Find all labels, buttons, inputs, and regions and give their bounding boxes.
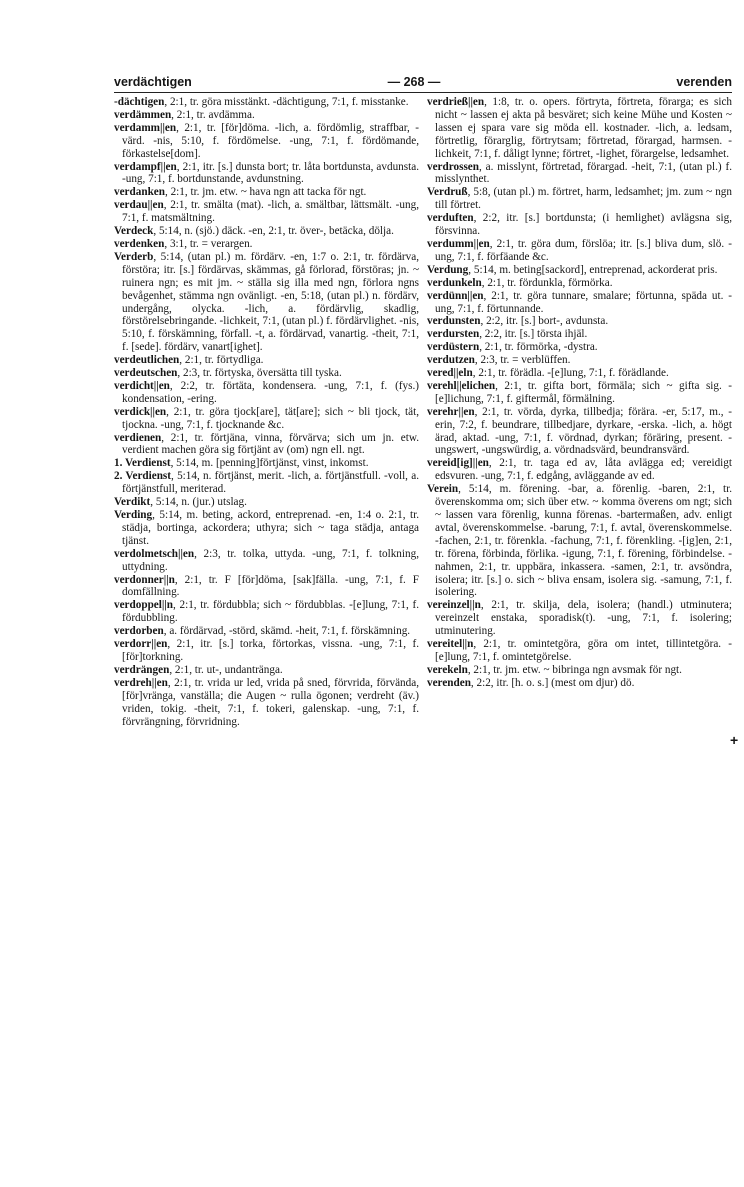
dictionary-entry: verdüstern, 2:1, tr. förmörka, -dystra.: [427, 341, 598, 354]
dictionary-entry: vereitel||n, 2:1, tr. omintetgöra, göra om intet, tillintetgöra. -[e]lung, 7:1, f. omintetgörelse.: [427, 638, 732, 663]
page-number: — 268 —: [387, 75, 441, 89]
dictionary-entry: verdeutlichen, 2:1, tr. förtydliga.: [114, 354, 264, 367]
dictionary-entry: -dächtigen, 2:1, tr. göra misstänkt. -dächtigung, 7:1, f. misstanke.: [114, 96, 409, 108]
dictionary-entry: verdumm||en, 2:1, tr. göra dum, förslöa; itr. [s.] bliva dum, slö. -ung, 7:1, f. förfäande &c.: [427, 237, 732, 263]
dictionary-entry: verdünn||en, 2:1, tr. göra tunnare, smalare; förtunna, späda ut. -ung, 7:1, f. förtunnande.: [427, 289, 732, 315]
entry-headword: verenden: [427, 676, 471, 689]
left-column: [114, 96, 419, 728]
entry-headword: verdünn||en: [427, 289, 484, 302]
entry-headword: Verdikt: [114, 496, 151, 509]
entry-headword: vereid[ig]||en: [427, 457, 489, 470]
dictionary-entry: verdamm||en, 2:1, tr. [för]döma. -lich, a. fördömlig, straffbar, -värd. -nis, 5:10, f. fördömelse. -ung, 7:1, f. fördömande, förkastelse[dom].: [114, 121, 419, 160]
margin-plus-mark: +: [730, 732, 739, 748]
dictionary-entry: vereinzel||n, 2:1, tr. skilja, dela, isolera; (handl.) utminutera; vereinzelt enstaka, sporadisk(t). -ung, 7:1, f. isolering; utminutering.: [427, 599, 732, 638]
dictionary-entry: Verdikt, 5:14, n. (jur.) utslag.: [114, 496, 247, 509]
entry-headword: -dächtigen: [114, 96, 165, 108]
entry-headword: vered||eln: [427, 367, 473, 380]
dictionary-entry: verdunsten, 2:2, itr. [s.] bort-, avdunsta.: [427, 315, 609, 328]
dictionary-entry: verdreh||en, 2:1, tr. vrida ur led, vrida på sned, förvrida, förvända, [för]vränga, vanställa; die Augen ~ rulla ögonen; verdreht (äv.) vriden, tokig. -theit, 7:1, f. tokeri, galenskap. -ung, 7:1, f. förvrängning, förvridning.: [114, 676, 419, 728]
dictionary-entry: verehl||elichen, 2:1, tr. gifta bort, förmäla; sich ~ gifta sig. -[e]lichung, 7:1, f. giftermål, förmälning.: [427, 379, 732, 405]
entry-headword: verdutzen: [427, 354, 475, 367]
right-column: [427, 96, 732, 728]
header-rule: [114, 92, 732, 93]
entry-columns: [114, 96, 732, 728]
entry-headword: verdursten: [427, 328, 480, 341]
entry-headword: verdorben: [114, 625, 164, 638]
entry-headword: verdunkeln: [427, 276, 482, 289]
entry-headword: Verdruß: [427, 186, 468, 199]
entry-headword: verdoppel||n: [114, 599, 174, 612]
dictionary-entry: verdoppel||n, 2:1, tr. fördubbla; sich ~ fördubblas. -[e]lung, 7:1, f. fördubbling.: [114, 599, 419, 625]
dictionary-entry: verdonner||n, 2:1, tr. F [för]döma, [sak]fälla. -ung, 7:1, f. F domfällning.: [114, 573, 419, 599]
entry-headword: Verderb: [114, 250, 154, 263]
header-last-entry: verenden: [676, 75, 732, 89]
entry-headword: verdienen: [114, 431, 162, 444]
dictionary-entry: verdorben, a. fördärvad, -störd, skämd. -heit, 7:1, f. förskämning.: [114, 625, 411, 638]
entry-headword: Verding: [114, 509, 153, 521]
dictionary-entry: verdeutschen, 2:3, tr. förtyska, översätta till tyska.: [114, 367, 342, 380]
entry-headword: verdrossen: [427, 160, 479, 173]
dictionary-entry: Verein, 5:14, m. förening. -bar, a. förenlig. -baren, 2:1, tr. överenskomma om; sich über etw. ~ komma överens om ngt; sich ~ lassen vara förenlig, kunna förenas. -bartermaßen, adv. enligt avtal, överenskommelse. -barung, 7:1, f. avtal, överenskommelse. -fachen, 2:1, tr. förenkla. -fachung, 7:1, f. förenkling. -[ig]en, 2:1, tr. förena, förbinda, förlika. -igung, 7:1, f. förening, förbindelse. -nahmen, 2:1, tr. uppbära, inkassera. -samen, 2:1, tr. avsöndra, isolera; itr. [s.] o. sich ~ bliva ensam, isolera sig. -samung, 7:1, f. isolering.: [427, 483, 732, 599]
dictionary-entry: verdicht||en, 2:2, tr. förtäta, kondensera. -ung, 7:1, f. (fys.) kondensation, -ering.: [114, 379, 419, 405]
dictionary-entry: verdau||en, 2:1, tr. smälta (mat). -lich, a. smältbar, lättsmält. -ung, 7:1, f. matsmältning.: [114, 199, 419, 225]
entry-headword: Verdung: [427, 263, 469, 276]
entry-headword: verdumm||en: [427, 237, 490, 250]
dictionary-entry: verdolmetsch||en, 2:3, tr. tolka, uttyda. -ung, 7:1, f. tolkning, uttydning.: [114, 547, 419, 573]
dictionary-entry: verdrängen, 2:1, tr. ut-, undantränga.: [114, 663, 283, 676]
dictionary-entry: 1. Verdienst, 5:14, m. [penning]förtjänst, vinst, inkomst.: [114, 457, 369, 470]
dictionary-entry: Verderb, 5:14, (utan pl.) m. fördärv. -en, 1:7 o. 2:1, tr. fördärva, förstöra; itr. [s.] fördärvas, skämmas, gå förlorad, förstöras; jn. ~ ruinera ngn; es mit jm. ~ ställa sig illa med ngn, förlora ngns bevågenhet, stämma ngn ovänligt. -en, 5:18, (utan pl.) n. fördärv, undergång, olycka. -lich, a. fördärvlig, skadlig, förstörelsebringande. -lichkeit, 7:1, (utan pl.) f. fördärvlighet. -nis, 5:10, f. förskämning, förfall. -t, a. fördärvad, vanartig. -theit, 7:1, f. [sede]. fördärv, vanart[ighet].: [114, 250, 420, 354]
dictionary-entry: verdick||en, 2:1, tr. göra tjock[are], tät[are]; sich ~ bli tjock, tät, tjockna. -ung, 7:1, f. tjocknande &c.: [114, 405, 419, 431]
entry-headword: vereitel||n: [427, 638, 474, 651]
entry-headword: Verein: [427, 483, 459, 496]
dictionary-entry: verdunkeln, 2:1, tr. fördunkla, förmörka.: [427, 276, 613, 289]
dictionary-entry: Verdruß, 5:8, (utan pl.) m. förtret, harm, ledsamhet; jm. zum ~ ngn till förtret.: [427, 186, 732, 212]
entry-headword: verdonner||n: [114, 573, 175, 586]
entry-headword: verdamm||en: [114, 121, 177, 134]
entry-headword: verekeln: [427, 663, 468, 676]
entry-headword: verdrieß||en: [427, 96, 485, 108]
dictionary-entry: Verdeck, 5:14, n. (sjö.) däck. -en, 2:1, tr. över-, betäcka, dölja.: [114, 225, 394, 238]
entry-headword: verdüstern: [427, 341, 480, 354]
dictionary-entry: verdämmen, 2:1, tr. avdämma.: [114, 108, 255, 121]
dictionary-entry: verdursten, 2:2, itr. [s.] törsta ihjäl.: [427, 328, 588, 341]
dictionary-entry: verdrieß||en, 1:8, tr. o. opers. förtryta, förtreta, förarga; es sich nicht ~ lassen ej akta på besväret; sich keine Mühe und Kosten ~ lassen ej spara vare sig möda ell. kostnader. -lich, a. ledsam, förtretlig, förarglig, förtrytsam; förtretad, förargad, harmsen. -lichkeit, 7:1, f. dåligt lynne; förtret, -lighet, förargelse, ledsamhet.: [427, 96, 732, 160]
entry-headword: vereinzel||n: [427, 599, 481, 612]
entry-headword: verdorr||en: [114, 638, 168, 651]
entry-headword: verdau||en: [114, 199, 164, 212]
dictionary-entry: verekeln, 2:1, tr. jm. etw. ~ bibringa ngn avsmak för ngt.: [427, 663, 682, 676]
dictionary-entry: verdenken, 3:1, tr. = verargen.: [114, 237, 253, 250]
dictionary-entry: verduften, 2:2, itr. [s.] bortdunsta; (i hemlighet) avlägsna sig, försvinna.: [427, 212, 732, 238]
entry-headword: verdämmen: [114, 108, 172, 121]
entry-headword: verdanken: [114, 186, 165, 199]
entry-headword: 2. Verdienst: [114, 470, 172, 483]
entry-headword: verdrängen: [114, 663, 170, 676]
entry-headword: verdeutschen: [114, 367, 178, 380]
dictionary-entry: Verdung, 5:14, m. beting[sackord], entreprenad, ackorderat pris.: [427, 263, 718, 276]
dictionary-entry: verdanken, 2:1, tr. jm. etw. ~ hava ngn att tacka för ngt.: [114, 186, 367, 199]
page-header: [114, 70, 732, 92]
dictionary-entry: verdrossen, a. misslynt, förtretad, förargad. -heit, 7:1, (utan pl.) f. misslynthet.: [427, 160, 732, 186]
dictionary-entry: vered||eln, 2:1, tr. förädla. -[e]lung, 7:1, f. förädlande.: [427, 367, 669, 380]
entry-headword: verdreh||en: [114, 676, 168, 689]
dictionary-entry: Verding, 5:14, m. beting, ackord, entreprenad. -en, 1:4 o. 2:1, tr. städja, bortinga, ackordera; uthyra; sich ~ taga städja, antaga tjänst.: [114, 509, 419, 547]
entry-headword: verdeutlichen: [114, 354, 180, 367]
entry-headword: verdolmetsch||en: [114, 547, 195, 560]
entry-headword: verehr||en: [427, 405, 475, 418]
entry-headword: verdick||en: [114, 405, 167, 418]
dictionary-entry: verdienen, 2:1, tr. förtjäna, vinna, förvärva; sich um jn. etw. verdient machen göra sig förtjänt av (om) ngn ell. ngt.: [114, 431, 419, 457]
entry-headword: verdampf||en: [114, 160, 177, 173]
header-first-entry: verdächtigen: [114, 75, 192, 89]
entry-headword: verdenken: [114, 237, 165, 250]
entry-headword: 1. Verdienst: [114, 457, 171, 470]
entry-headword: verdunsten: [427, 315, 481, 328]
dictionary-entry: verehr||en, 2:1, tr. vörda, dyrka, tillbedja; förära. -er, 5:17, m., -erin, 7:2, f. beundrare, tillbedjare, dyrkare, -erska. -lich, a. högt ärad, aktad. -ung, 7:1, f. vördnad, dyrkan; föräring, present. -ungswert, -ungswürdig, a. vördnadsvärd, beundransvärd.: [427, 405, 732, 457]
entry-headword: verdicht||en: [114, 379, 170, 392]
dictionary-entry: 2. Verdienst, 5:14, n. förtjänst, merit. -lich, a. förtjänstfull. -voll, a. förtjänstfull, meriterad.: [114, 470, 419, 496]
entry-headword: verehl||elichen: [427, 379, 496, 392]
dictionary-entry: verdampf||en, 2:1, itr. [s.] dunsta bort; tr. låta bortdunsta, avdunsta. -ung, 7:1, f. bortdunstande, avdunstning.: [114, 160, 419, 186]
dictionary-entry: verdutzen, 2:3, tr. = verblüffen.: [427, 354, 571, 367]
entry-headword: Verdeck: [114, 225, 154, 238]
dictionary-entry: verdorr||en, 2:1, itr. [s.] torka, förtorkas, vissna. -ung, 7:1, f. [för]torkning.: [114, 638, 419, 663]
entry-headword: verduften: [427, 212, 474, 225]
dictionary-entry: vereid[ig]||en, 2:1, tr. taga ed av, låta avlägga ed; vereidigt edsvuren. -ung, 7:1, f. edgång, avläggande av ed.: [427, 457, 732, 483]
dictionary-entry: verenden, 2:2, itr. [h. o. s.] (mest om djur) dö.: [427, 676, 635, 689]
